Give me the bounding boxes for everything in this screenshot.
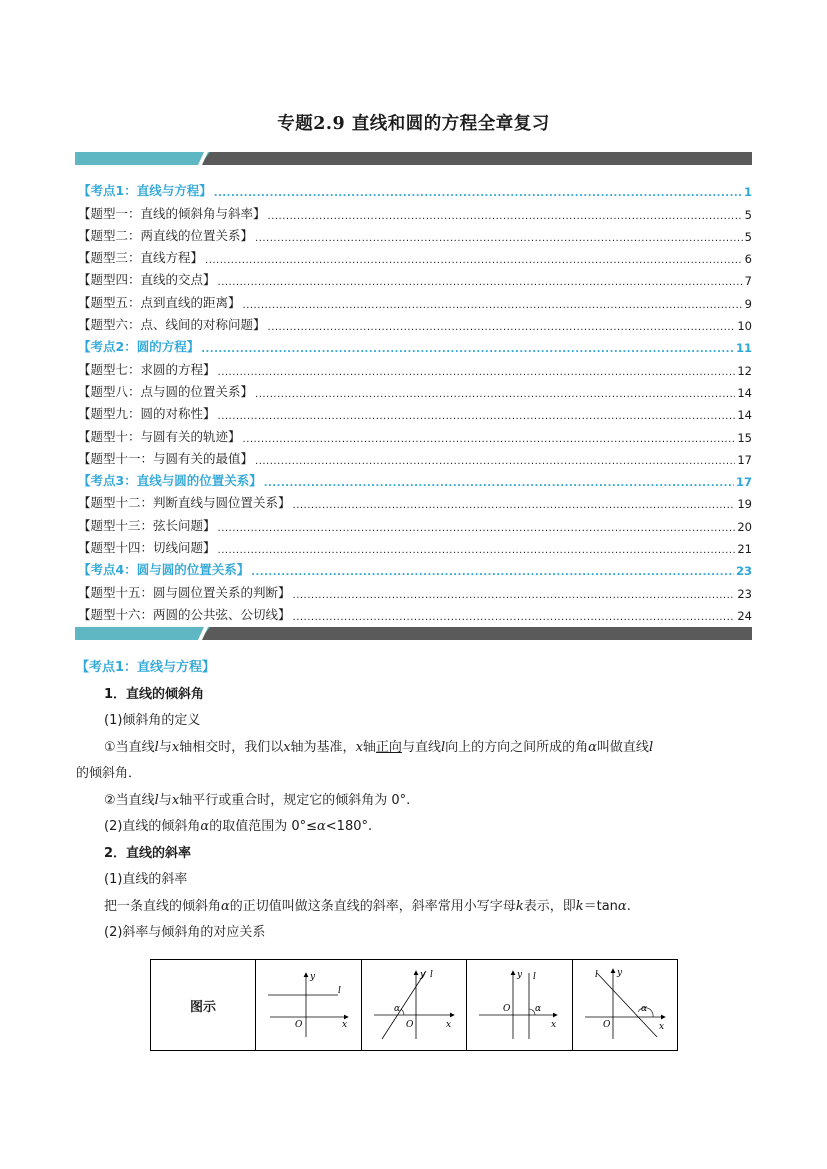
graph-acute-angle [361,960,467,1051]
table-head-cell: 图示 [151,960,256,1051]
toc-item-link[interactable] [78,534,752,556]
toc-section-link[interactable] [78,177,752,199]
toc-leader-dots [251,563,734,575]
toc-label: 【题型四：直线的交点】 [78,272,216,288]
paragraph: (1)直线的斜率 [104,872,188,887]
toc-page-number: 23 [735,564,752,579]
toc-label: 【考点4：圆与圆的位置关系】 [78,562,250,578]
toc-item-link[interactable] [78,578,752,600]
toc-item-link[interactable] [78,511,752,533]
divider-bar-bottom [75,627,752,640]
toc-label: 【考点3：直线与圆的位置关系】 [78,473,262,489]
toc-section-link[interactable] [78,333,752,355]
toc-label: 【题型十：与圆有关的轨迹】 [78,428,241,444]
svg-text:x: x [658,1022,664,1032]
toc-label: 【题型十一：与圆有关的最值】 [78,450,254,466]
toc-page-number: 17 [737,452,752,467]
toc-leader-dots [218,363,736,375]
section-body [76,655,752,947]
toc-label: 【题型五：点到直线的距离】 [78,294,241,310]
svg-text:x: x [445,1020,451,1030]
toc-leader-dots [268,207,743,219]
table-of-contents [78,177,752,623]
toc-label: 【题型三：直线方程】 [78,250,204,266]
toc-item-link[interactable] [78,311,752,333]
paragraph: (1)倾斜角的定义 [104,713,201,728]
toc-leader-dots [293,586,736,598]
toc-page-number: 5 [744,229,752,244]
toc-leader-dots [243,430,736,442]
svg-text:α: α [640,1004,647,1014]
toc-page-number: 19 [737,497,752,512]
toc-item-link[interactable] [78,222,752,244]
toc-item-link[interactable] [78,288,752,310]
paragraph: (2)直线的倾斜角α的取值范围为 0°≤α<180°. [104,819,373,834]
svg-text:l: l [338,986,342,996]
toc-leader-dots [255,385,735,397]
svg-text:O: O [503,1004,511,1014]
subheading-inclination: 1．直线的倾斜角 [104,686,205,702]
toc-leader-dots [264,474,734,486]
toc-leader-dots [218,273,743,285]
paragraph: ②当直线l与x轴平行或重合时，规定它的倾斜角为 0°. [104,792,411,808]
toc-page-number: 5 [744,207,752,222]
graph-obtuse-angle [572,960,678,1051]
toc-page-number: 7 [744,274,752,289]
paragraph: 的倾斜角． [76,766,142,781]
toc-page-number: 14 [737,385,752,400]
svg-text:y: y [517,970,523,980]
toc-page-number: 12 [737,363,752,378]
toc-leader-dots [243,296,743,308]
page-title: 专题2.9 直线和圆的方程全章复习 [277,114,550,134]
toc-item-link[interactable] [78,378,752,400]
toc-label: 【题型二：两直线的位置关系】 [78,227,254,243]
toc-label: 【题型十四：切线问题】 [78,540,216,556]
toc-label: 【题型十五：圆与圆位置关系的判断】 [78,584,291,600]
toc-leader-dots [293,608,736,620]
toc-leader-dots [201,340,734,352]
svg-text:y: y [616,968,622,978]
toc-label: 【考点2：圆的方程】 [78,339,200,355]
toc-label: 【题型六：点、线间的对称问题】 [78,317,266,333]
toc-item-link[interactable] [78,422,752,444]
toc-leader-dots [255,452,735,464]
toc-page-number: 1 [743,185,752,200]
toc-label: 【题型一：直线的倾斜角与斜率】 [78,205,266,221]
toc-item-link[interactable] [78,445,752,467]
divider-bar-top [75,152,752,165]
toc-page-number: 6 [744,252,752,267]
toc-item-link[interactable] [78,489,752,511]
toc-page-number: 20 [737,519,752,534]
toc-page-number: 15 [737,430,752,445]
svg-text:α: α [393,1004,400,1014]
graph-horizontal-line [256,960,362,1051]
toc-label: 【考点1：直线与方程】 [78,183,212,199]
toc-label: 【题型十二：判断直线与圆位置关系】 [78,495,291,511]
toc-leader-dots [205,251,743,263]
toc-page-number: 11 [735,341,752,356]
svg-text:l: l [533,972,537,982]
paragraph: ①当直线l与x轴相交时，我们以x轴为基准，x轴正向与直线l向上的方向之间所成的角α叫做直线l [104,739,654,755]
paragraph: 把一条直线的倾斜角α的正切值叫做这条直线的斜率，斜率常用小写字母k表示，即k＝tanα. [104,898,631,914]
svg-text:O: O [295,1020,303,1030]
svg-text:O: O [405,1020,414,1030]
toc-item-link[interactable] [78,400,752,422]
toc-label: 【题型九：圆的对称性】 [78,406,216,422]
toc-item-link[interactable] [78,244,752,266]
graph-vertical-line [467,960,573,1051]
paragraph: (2)斜率与倾斜角的对应关系 [104,925,266,940]
toc-leader-dots [268,318,736,330]
toc-leader-dots [218,407,736,419]
toc-page-number: 17 [735,475,752,490]
svg-text:x: x [342,1020,348,1030]
svg-text:y: y [419,970,425,980]
toc-label: 【题型八：点与圆的位置关系】 [78,383,254,399]
toc-page-number: 24 [737,608,752,623]
toc-leader-dots [255,229,743,241]
svg-text:y: y [310,972,316,982]
svg-text:l: l [594,970,598,980]
toc-section-link[interactable] [78,556,752,578]
toc-page-number: 23 [737,586,752,601]
toc-page-number: 21 [737,542,752,557]
toc-label: 【题型十六：两圆的公共弦、公切线】 [78,606,291,622]
svg-text:l: l [429,970,433,980]
toc-leader-dots [214,184,742,196]
toc-item-link[interactable] [78,266,752,288]
toc-leader-dots [293,496,736,508]
toc-leader-dots [218,541,736,553]
toc-item-link[interactable] [78,355,752,377]
toc-leader-dots [218,519,736,531]
svg-text:x: x [551,1020,557,1030]
svg-text:O: O [602,1020,611,1030]
toc-item-link[interactable] [78,601,752,623]
toc-page-number: 14 [737,408,752,423]
section-heading: 【考点1：直线与方程】 [76,660,216,675]
toc-page-number: 9 [744,296,752,311]
toc-page-number: 10 [737,319,752,334]
svg-text:α: α [535,1004,542,1014]
toc-label: 【题型七：求圆的方程】 [78,361,216,377]
toc-item-link[interactable] [78,199,752,221]
subheading-slope: 2．直线的斜率 [104,845,192,861]
toc-label: 【题型十三：弦长问题】 [78,517,216,533]
slope-angle-table [150,959,678,1051]
toc-section-link[interactable] [78,467,752,489]
